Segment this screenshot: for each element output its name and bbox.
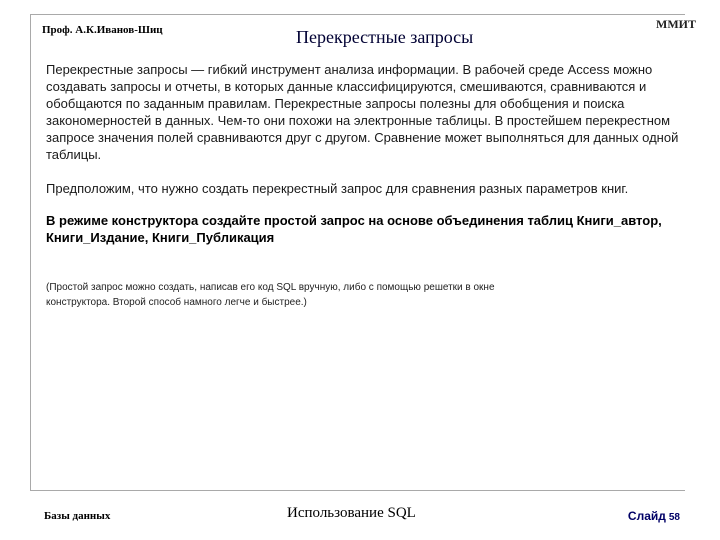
bottom-rule (30, 490, 685, 491)
note-paragraph: (Простой запрос можно создать, написав его код SQL вручную, либо с помощью решетки в окне конструктора. Второй способ намного легче и быстрее.) (46, 282, 495, 308)
left-rule (30, 14, 31, 490)
intro-paragraph: Перекрестные запросы — гибкий инструмент анализа информации. В рабочей среде Access можно создавать запросы и отчеты, в которых данные классифицируются, смешиваются, сравниваются и обобщаются по заданным правилам. Перекрестные запросы полезны для обобщения и поиска закономерностей в данных. Чем-то они похожи на электронные таблицы. В простейшем перекрестном запросе значения полей сравниваются друг с другом. Сравнение может выполняться для данных одной таблицы. (46, 62, 679, 162)
footer-course: Базы данных (44, 510, 111, 522)
assumption-paragraph: Предположим, что нужно создать перекрестный запрос для сравнения разных параметров книг. (46, 181, 629, 196)
organization-label: ММИТ (656, 17, 696, 31)
footer-topic: Использование SQL (287, 505, 416, 521)
slide-label: Слайд (627, 509, 666, 523)
slide-number (628, 509, 680, 523)
instruction-paragraph: В режиме конструктора создайте простой запрос на основе объединения таблиц Книги_автор, Книги_Издание, Книги_Публикация (46, 213, 662, 245)
slide-number-value: 58 (668, 512, 680, 523)
top-rule (30, 14, 685, 15)
slide-title: Перекрестные запросы (296, 27, 474, 47)
author-name: Проф. А.К.Иванов-Шиц (42, 24, 163, 36)
